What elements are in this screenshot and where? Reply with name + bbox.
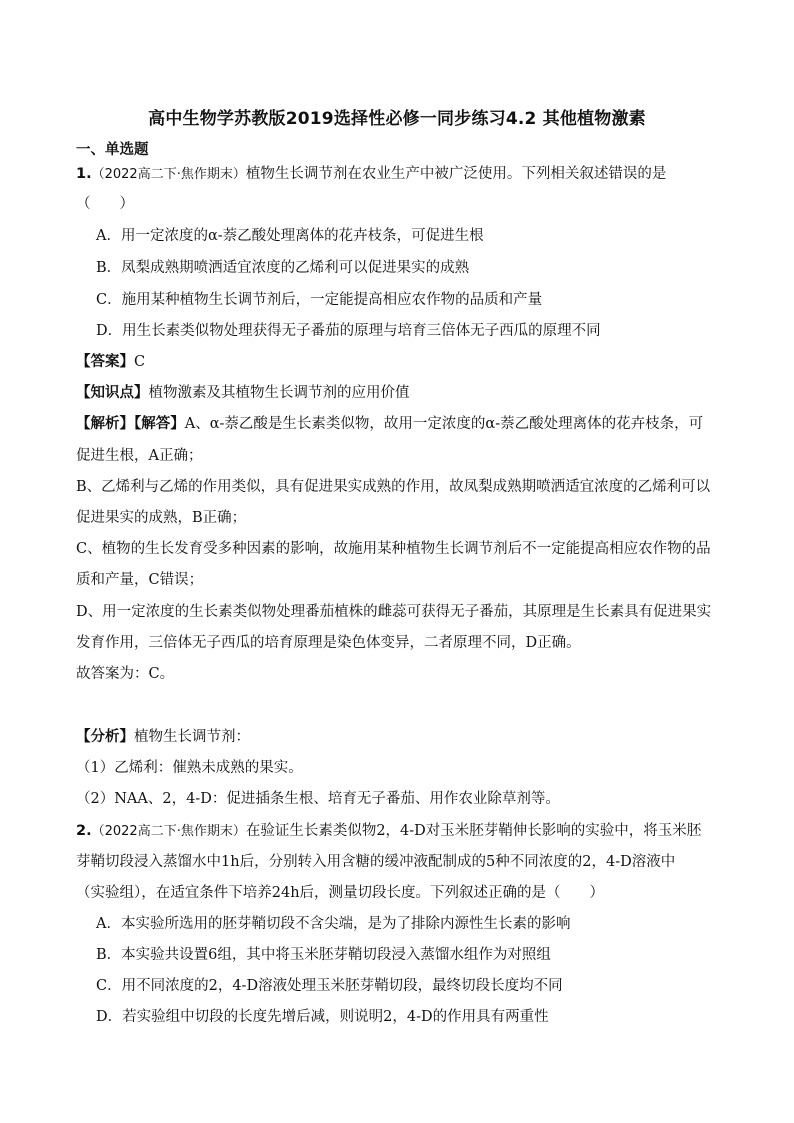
fenxi-text: 植物生长调节剂：	[134, 729, 250, 745]
q1-number: 1.	[76, 166, 92, 182]
answer-value: C	[134, 354, 146, 370]
q1-stem-paren: （ ）	[76, 196, 134, 212]
q2-option-b: B．本实验共设置6组，其中将玉米胚芽鞘切段浸入蒸馏水组作为对照组	[96, 947, 551, 963]
kp-label: 【知识点】	[76, 385, 149, 401]
q1-fenxi-line-1: （1）乙烯利：催熟未成熟的果实。	[76, 760, 303, 776]
page-title: 高中生物学苏教版2019选择性必修一同步练习4.2 其他植物激素	[148, 109, 646, 129]
q2-stem-line-3: （实验组），在适宜条件下培养24h后，测量切段长度。下列叙述正确的是（ ）	[76, 885, 605, 901]
answer-label: 【答案】	[76, 354, 134, 370]
q2-option-a: A．本实验所选用的胚芽鞘切段不含尖端，是为了排除内源性生长素的影响	[96, 916, 571, 932]
q2-stem-line-2: 芽鞘切段浸入蒸馏水中1h后，分别转入用含糖的缓冲液配制成的5种不同浓度的2，4-D溶液中	[76, 854, 676, 870]
q1-stem-text: 植物生长调节剂在农业生产中被广泛使用。下列相关叙述错误的是	[245, 166, 667, 182]
q2-stem-text: 在验证生长素类似物2，4-D对玉米胚芽鞘伸长影响的实验中，将玉米胚	[245, 823, 702, 839]
q1-stem	[76, 164, 666, 185]
q1-option-b: B．凤梨成熟期喷洒适宜浓度的乙烯利可以促进果实的成熟	[96, 260, 470, 276]
q1-analysis-line-2: 促进生根，A正确；	[76, 448, 203, 464]
analysis-label: 【解析】【解答】	[76, 416, 185, 432]
q1-fenxi	[76, 727, 250, 747]
q1-option-c: C．施用某种植物生长调节剂后，一定能提高相应农作物的品质和产量	[96, 292, 543, 308]
q1-analysis-line-3: B、乙烯利与乙烯的作用类似，具有促进果实成熟的作用，故凤梨成熟期喷洒适宜浓度的乙烯利可以	[76, 479, 711, 495]
q2-option-d: D．若实验组中切段的长度先增后减，则说明2，4-D的作用具有两重性	[96, 1009, 549, 1025]
analysis-text: A、α-萘乙酸是生长素类似物，故用一定浓度的α-萘乙酸处理离体的花卉枝条，可	[184, 416, 704, 432]
q1-analysis-line-5: C、植物的生长发育受多种因素的影响，故施用某种植物生长调节剂后不一定能提高相应农作物的品	[76, 541, 711, 557]
q1-analysis-line-6: 质和产量，C错误；	[76, 572, 204, 588]
q1-knowledge-point	[76, 383, 410, 403]
q1-option-d: D．用生长素类似物处理获得无子番茄的原理与培育三倍体无子西瓜的原理不同	[96, 323, 601, 339]
fenxi-label: 【分析】	[76, 729, 134, 745]
q1-analysis-line-7: D、用一定浓度的生长素类似物处理番茄植株的雌蕊可获得无子番茄，其原理是生长素具有促进果实	[76, 604, 712, 620]
q2-source: （2022高二下·焦作期末）	[91, 824, 246, 839]
q1-source: （2022高二下·焦作期末）	[91, 167, 246, 182]
q1-fenxi-line-2: （2）NAA、2，4-D：促进插条生根、培育无子番茄、用作农业除草剂等。	[76, 791, 560, 807]
q1-option-a: A．用一定浓度的α-萘乙酸处理离体的花卉枝条，可促进生根	[96, 228, 484, 244]
q2-option-c: C．用不同浓度的2，4-D溶液处理玉米胚芽鞘切段，最终切段长度均不同	[96, 978, 563, 994]
q1-analysis-line-8: 发育作用，三倍体无子西瓜的培育原理是染色体变异，二者原理不同，D正确。	[76, 635, 581, 651]
q1-analysis-line-9: 故答案为：C。	[76, 666, 175, 682]
q1-answer	[76, 352, 145, 372]
kp-text: 植物激素及其植物生长调节剂的应用价值	[148, 385, 410, 401]
section-heading: 一、单选题	[76, 142, 149, 158]
q2-stem	[76, 821, 701, 842]
q1-analysis-line-1	[76, 414, 703, 434]
q2-number: 2.	[76, 823, 92, 839]
q1-analysis-line-4: 促进果实的成熟，B正确；	[76, 510, 247, 526]
